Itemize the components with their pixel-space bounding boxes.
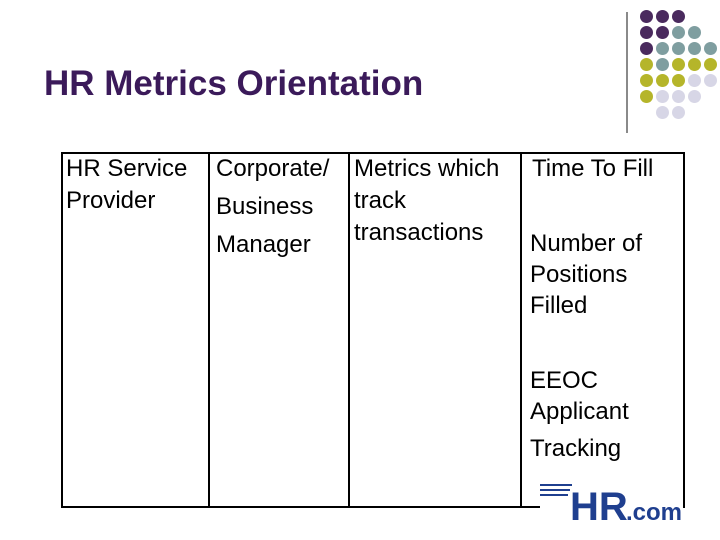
title-divider	[626, 12, 628, 133]
hr-com-logo	[540, 478, 710, 530]
col1-line2: Provider	[66, 187, 156, 214]
col4-item3-line1: EEOC	[530, 367, 599, 394]
table-bottom-border	[61, 506, 540, 508]
column-divider-3	[520, 152, 522, 508]
col4-item2-line1: Number of	[530, 230, 643, 257]
col1-line1: HR Service	[66, 155, 188, 182]
logo-suffix: .com	[626, 499, 683, 526]
col4-item1: Time To Fill	[532, 155, 654, 182]
col4-item3-line3: Tracking	[530, 435, 622, 462]
col3-line2: track	[354, 187, 407, 214]
col4-item2-line2: Positions	[530, 261, 628, 288]
col3-line3: transactions	[354, 219, 484, 246]
col2-line3: Manager	[216, 231, 311, 258]
col2-line2: Business	[216, 193, 314, 220]
logo-mark: HR	[570, 485, 628, 529]
slide-title: HR Metrics Orientation	[44, 64, 424, 103]
col4-item2-line3: Filled	[530, 292, 588, 319]
decorative-dot-grid	[640, 10, 720, 122]
col3-line1: Metrics which	[354, 155, 500, 182]
column-divider-1	[208, 152, 210, 508]
col2-line1: Corporate/	[216, 155, 330, 182]
col4-item3-line2: Applicant	[530, 398, 629, 425]
column-divider-2	[348, 152, 350, 508]
